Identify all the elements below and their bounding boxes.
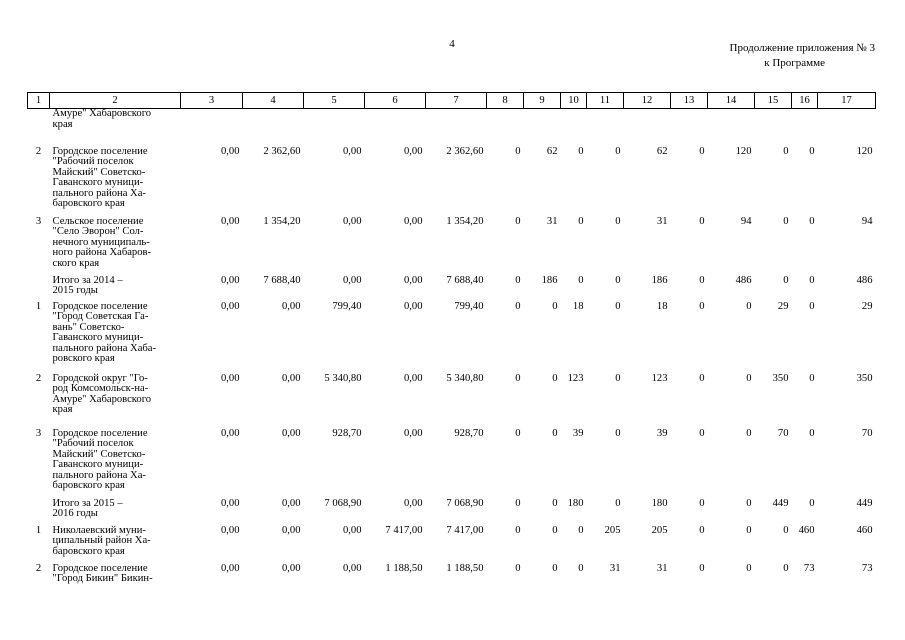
row-name-line: "Город Советская Га- xyxy=(52,311,149,322)
column-header-17: 17 xyxy=(818,93,876,109)
cell-col-7: 1 188,50 xyxy=(446,562,484,574)
cell-col-3 xyxy=(181,109,243,147)
cell-col-13 xyxy=(671,109,708,147)
cell-col-9: 0 xyxy=(552,497,558,509)
cell-col-11: 0 xyxy=(615,497,621,509)
cell-col-4: 0,00 xyxy=(281,562,301,574)
cell-col-15: 0 xyxy=(783,215,789,227)
cell-col-13: 0 xyxy=(699,372,705,384)
cell-col-8: 0 xyxy=(515,300,521,312)
column-header-14: 14 xyxy=(708,93,755,109)
cell-col-15: 0 xyxy=(783,145,789,157)
row-number: 2 xyxy=(35,145,42,157)
column-header-15: 15 xyxy=(755,93,792,109)
row-name-line: пального района Ха- xyxy=(52,469,146,481)
row-name-line: баровского края xyxy=(52,198,125,209)
cell-col-3: 0,00 xyxy=(220,562,240,574)
cell-col-5: 0,00 xyxy=(342,145,362,157)
cell-col-9: 62 xyxy=(546,145,558,157)
row-name-line: Гаванского муници- xyxy=(52,177,144,188)
cell-col-12: 62 xyxy=(656,145,668,157)
column-header-2: 2 xyxy=(50,93,181,109)
cell-col-17: 29 xyxy=(861,300,873,312)
cell-col-4: 0,00 xyxy=(281,524,301,536)
column-header-9: 9 xyxy=(524,93,561,109)
row-name-line: Итого за 2014 – xyxy=(52,274,123,286)
table-row xyxy=(28,276,876,302)
row-name-line: "Рабочий поселок xyxy=(52,156,134,167)
table-row xyxy=(28,302,876,374)
cell-col-13: 0 xyxy=(699,145,705,157)
cell-col-6: 0,00 xyxy=(403,145,423,157)
row-name-line: Итого за 2015 – xyxy=(52,497,123,509)
cell-col-9: 31 xyxy=(546,215,558,227)
cell-col-13: 0 xyxy=(699,215,705,227)
cell-col-16: 0 xyxy=(809,497,815,509)
table-row xyxy=(28,429,876,499)
cell-col-6: 0,00 xyxy=(403,372,423,384)
cell-col-13: 0 xyxy=(699,524,705,536)
cell-col-12: 180 xyxy=(651,497,668,509)
row-name-line: Майский" Советско- xyxy=(52,166,146,178)
cell-col-9: 0 xyxy=(552,372,558,384)
cell-col-7: 7 688,40 xyxy=(446,274,484,286)
cell-col-9 xyxy=(524,109,561,147)
cell-col-6 xyxy=(365,109,426,147)
cell-col-5: 5 340,80 xyxy=(324,372,362,384)
cell-col-6: 0,00 xyxy=(403,497,423,509)
row-name-line: Городской округ "Го- xyxy=(52,372,148,384)
cell-col-11: 31 xyxy=(609,562,621,574)
cell-col-16: 0 xyxy=(809,274,815,286)
cell-col-12: 205 xyxy=(651,524,668,536)
row-name-line: Гаванского муници- xyxy=(52,459,144,470)
cell-col-10: 0 xyxy=(578,215,584,227)
row-name-line: Городское поселение xyxy=(52,145,148,157)
cell-col-13: 0 xyxy=(699,274,705,286)
cell-col-17: 94 xyxy=(861,215,873,227)
row-name-line: род Комсомольск-на- xyxy=(52,383,149,394)
row-name xyxy=(50,499,181,526)
cell-col-4: 1 354,20 xyxy=(263,215,301,227)
cell-col-8: 0 xyxy=(515,524,521,536)
row-name-line: Амуре" Хабаровского xyxy=(52,393,152,405)
cell-col-17: 460 xyxy=(856,524,873,536)
cell-col-16 xyxy=(792,109,818,147)
row-name-line: пального района Хаба- xyxy=(52,342,157,354)
cell-col-5 xyxy=(304,109,365,147)
cell-col-14: 0 xyxy=(746,427,752,439)
cell-col-7: 2 362,60 xyxy=(446,145,484,157)
row-name-line: 2016 годы xyxy=(52,508,98,519)
cell-col-12: 123 xyxy=(651,372,668,384)
cell-col-15 xyxy=(755,109,792,147)
cell-col-3: 0,00 xyxy=(220,274,240,286)
cell-col-16: 0 xyxy=(809,215,815,227)
cell-col-15: 70 xyxy=(777,427,789,439)
cell-col-11: 0 xyxy=(615,215,621,227)
row-name-line: ровского края xyxy=(52,353,115,364)
cell-col-17: 73 xyxy=(861,562,873,574)
row-number: 3 xyxy=(35,215,42,227)
cell-col-17: 449 xyxy=(856,497,873,509)
cell-col-4: 0,00 xyxy=(281,427,301,439)
table-row xyxy=(28,564,876,594)
cell-col-7: 7 068,90 xyxy=(446,497,484,509)
cell-col-10 xyxy=(561,109,587,147)
cell-col-14: 486 xyxy=(735,274,752,286)
row-number: 2 xyxy=(35,562,42,574)
row-name xyxy=(50,217,181,276)
cell-col-11: 0 xyxy=(615,274,621,286)
cell-col-5: 799,40 xyxy=(332,300,362,312)
cell-col-8: 0 xyxy=(515,215,521,227)
cell-col-6: 7 417,00 xyxy=(385,524,423,536)
row-number xyxy=(28,109,50,147)
cell-col-13: 0 xyxy=(699,562,705,574)
cell-col-11: 0 xyxy=(615,427,621,439)
cell-col-4: 0,00 xyxy=(281,497,301,509)
cell-col-12 xyxy=(624,109,671,147)
cell-col-6: 0,00 xyxy=(403,300,423,312)
table-row xyxy=(28,217,876,276)
table-header-row xyxy=(28,93,876,109)
cell-col-6: 1 188,50 xyxy=(385,562,423,574)
cell-col-3: 0,00 xyxy=(220,215,240,227)
row-name xyxy=(50,147,181,217)
column-header-10: 10 xyxy=(561,93,587,109)
cell-col-3: 0,00 xyxy=(220,145,240,157)
row-number: 1 xyxy=(35,300,42,312)
table-row xyxy=(28,526,876,564)
row-name-line: Городское поселение xyxy=(52,427,148,439)
cell-col-4: 7 688,40 xyxy=(263,274,301,286)
cell-col-10: 180 xyxy=(567,497,584,509)
column-header-7: 7 xyxy=(426,93,487,109)
cell-col-15: 0 xyxy=(783,274,789,286)
cell-col-10: 0 xyxy=(578,145,584,157)
column-header-8: 8 xyxy=(487,93,524,109)
continuation-line-1: Продолжение приложения № 3 xyxy=(729,42,875,54)
cell-col-8: 0 xyxy=(515,497,521,509)
cell-col-6: 0,00 xyxy=(403,215,423,227)
cell-col-9: 0 xyxy=(552,524,558,536)
cell-col-7: 928,70 xyxy=(454,427,484,439)
row-name-line: Амуре" Хабаровского xyxy=(52,108,152,119)
column-header-13: 13 xyxy=(671,93,708,109)
cell-col-14: 0 xyxy=(746,562,752,574)
cell-col-11 xyxy=(587,109,624,147)
cell-col-17 xyxy=(818,109,876,147)
cell-col-11: 0 xyxy=(615,300,621,312)
cell-col-10: 0 xyxy=(578,274,584,286)
column-header-12: 12 xyxy=(624,93,671,109)
row-name xyxy=(50,302,181,374)
cell-col-5: 928,70 xyxy=(332,427,362,439)
cell-col-15: 350 xyxy=(772,372,789,384)
cell-col-15: 449 xyxy=(772,497,789,509)
cell-col-12: 31 xyxy=(656,562,668,574)
cell-col-13: 0 xyxy=(699,427,705,439)
cell-col-14 xyxy=(708,109,755,147)
column-header-3: 3 xyxy=(181,93,243,109)
cell-col-17: 350 xyxy=(856,372,873,384)
cell-col-6: 0,00 xyxy=(403,427,423,439)
cell-col-5: 0,00 xyxy=(342,562,362,574)
cell-col-10: 0 xyxy=(578,524,584,536)
row-number: 3 xyxy=(35,427,42,439)
cell-col-5: 7 068,90 xyxy=(324,497,362,509)
column-header-16: 16 xyxy=(792,93,818,109)
cell-col-8: 0 xyxy=(515,562,521,574)
row-name-line: "Город Бикин" Бикин- xyxy=(52,573,153,584)
cell-col-16: 0 xyxy=(809,372,815,384)
column-header-1: 1 xyxy=(28,93,50,109)
cell-col-3: 0,00 xyxy=(220,372,240,384)
cell-col-11: 205 xyxy=(604,524,621,536)
cell-col-9: 0 xyxy=(552,562,558,574)
row-name-line: 2015 годы xyxy=(52,285,98,296)
row-name xyxy=(50,276,181,302)
cell-col-8: 0 xyxy=(515,427,521,439)
cell-col-8: 0 xyxy=(515,274,521,286)
cell-col-10: 0 xyxy=(578,562,584,574)
column-header-11: 11 xyxy=(587,93,624,109)
cell-col-7: 799,40 xyxy=(454,300,484,312)
row-name-line: Майский" Советско- xyxy=(52,448,146,460)
cell-col-12: 31 xyxy=(656,215,668,227)
cell-col-14: 0 xyxy=(746,300,752,312)
cell-col-3: 0,00 xyxy=(220,427,240,439)
row-name-line: "Рабочий поселок xyxy=(52,438,134,449)
cell-col-5: 0,00 xyxy=(342,215,362,227)
row-name xyxy=(50,429,181,499)
cell-col-4: 0,00 xyxy=(281,300,301,312)
cell-col-13: 0 xyxy=(699,497,705,509)
row-name-line: края xyxy=(52,404,73,415)
cell-col-4 xyxy=(243,109,304,147)
row-number: 1 xyxy=(35,524,42,536)
cell-col-9: 186 xyxy=(541,274,558,286)
row-number xyxy=(28,276,50,302)
cell-col-5: 0,00 xyxy=(342,274,362,286)
cell-col-9: 0 xyxy=(552,300,558,312)
cell-col-3: 0,00 xyxy=(220,524,240,536)
row-number xyxy=(28,499,50,526)
table-row xyxy=(28,109,876,147)
row-name-line: "Село Эворон" Сол- xyxy=(52,226,144,237)
row-name-line: баровского края xyxy=(52,545,125,557)
data-table xyxy=(27,92,876,594)
row-name-line: Городское поселение xyxy=(52,300,148,312)
cell-col-17: 120 xyxy=(856,145,873,157)
cell-col-11: 0 xyxy=(615,372,621,384)
row-name-line: Сельское поселение xyxy=(52,215,144,227)
continuation-line-2: к Программе xyxy=(764,57,825,69)
row-name-line: края xyxy=(52,118,73,130)
cell-col-16: 73 xyxy=(803,562,815,574)
cell-col-16: 460 xyxy=(798,524,815,536)
cell-col-10: 18 xyxy=(572,300,584,312)
row-number: 2 xyxy=(35,372,42,384)
cell-col-9: 0 xyxy=(552,427,558,439)
cell-col-12: 39 xyxy=(656,427,668,439)
cell-col-14: 94 xyxy=(740,215,752,227)
row-name-line: пального района Ха- xyxy=(52,187,146,199)
cell-col-7: 1 354,20 xyxy=(446,215,484,227)
cell-col-4: 0,00 xyxy=(281,372,301,384)
cell-col-3: 0,00 xyxy=(220,497,240,509)
cell-col-12: 186 xyxy=(651,274,668,286)
cell-col-14: 0 xyxy=(746,372,752,384)
cell-col-14: 0 xyxy=(746,497,752,509)
row-name-line: ного района Хабаров- xyxy=(52,247,152,258)
row-name-line: нечного муниципаль- xyxy=(52,236,150,248)
cell-col-12: 18 xyxy=(656,300,668,312)
cell-col-3: 0,00 xyxy=(220,300,240,312)
table-row xyxy=(28,499,876,526)
column-header-5: 5 xyxy=(304,93,365,109)
row-name-line: ципальный район Ха- xyxy=(52,535,151,546)
cell-col-15: 0 xyxy=(783,524,789,536)
row-name-line: ского края xyxy=(52,257,100,269)
page-number: 4 xyxy=(449,38,455,50)
cell-col-17: 486 xyxy=(856,274,873,286)
cell-col-17: 70 xyxy=(861,427,873,439)
column-header-6: 6 xyxy=(365,93,426,109)
column-header-4: 4 xyxy=(243,93,304,109)
cell-col-10: 39 xyxy=(572,427,584,439)
row-name xyxy=(50,109,181,147)
cell-col-4: 2 362,60 xyxy=(263,145,301,157)
row-name xyxy=(50,526,181,564)
continuation-note xyxy=(640,41,875,71)
row-name-line: вань" Советско- xyxy=(52,321,125,333)
cell-col-14: 120 xyxy=(735,145,752,157)
cell-col-5: 0,00 xyxy=(342,524,362,536)
cell-col-15: 29 xyxy=(777,300,789,312)
cell-col-16: 0 xyxy=(809,145,815,157)
row-name-line: баровского края xyxy=(52,480,125,491)
cell-col-8: 0 xyxy=(515,372,521,384)
row-name xyxy=(50,564,181,594)
cell-col-14: 0 xyxy=(746,524,752,536)
cell-col-8 xyxy=(487,109,524,147)
cell-col-15: 0 xyxy=(783,562,789,574)
row-name-line: Николаевский муни- xyxy=(52,524,146,536)
row-name xyxy=(50,374,181,429)
cell-col-6: 0,00 xyxy=(403,274,423,286)
table-row xyxy=(28,147,876,217)
row-name-line: Гаванского муници- xyxy=(52,332,144,343)
cell-col-8: 0 xyxy=(515,145,521,157)
cell-col-7 xyxy=(426,109,487,147)
cell-col-16: 0 xyxy=(809,427,815,439)
cell-col-7: 7 417,00 xyxy=(446,524,484,536)
cell-col-13: 0 xyxy=(699,300,705,312)
cell-col-7: 5 340,80 xyxy=(446,372,484,384)
table-row xyxy=(28,374,876,429)
cell-col-16: 0 xyxy=(809,300,815,312)
cell-col-11: 0 xyxy=(615,145,621,157)
cell-col-10: 123 xyxy=(567,372,584,384)
row-name-line: Городское поселение xyxy=(52,562,148,574)
